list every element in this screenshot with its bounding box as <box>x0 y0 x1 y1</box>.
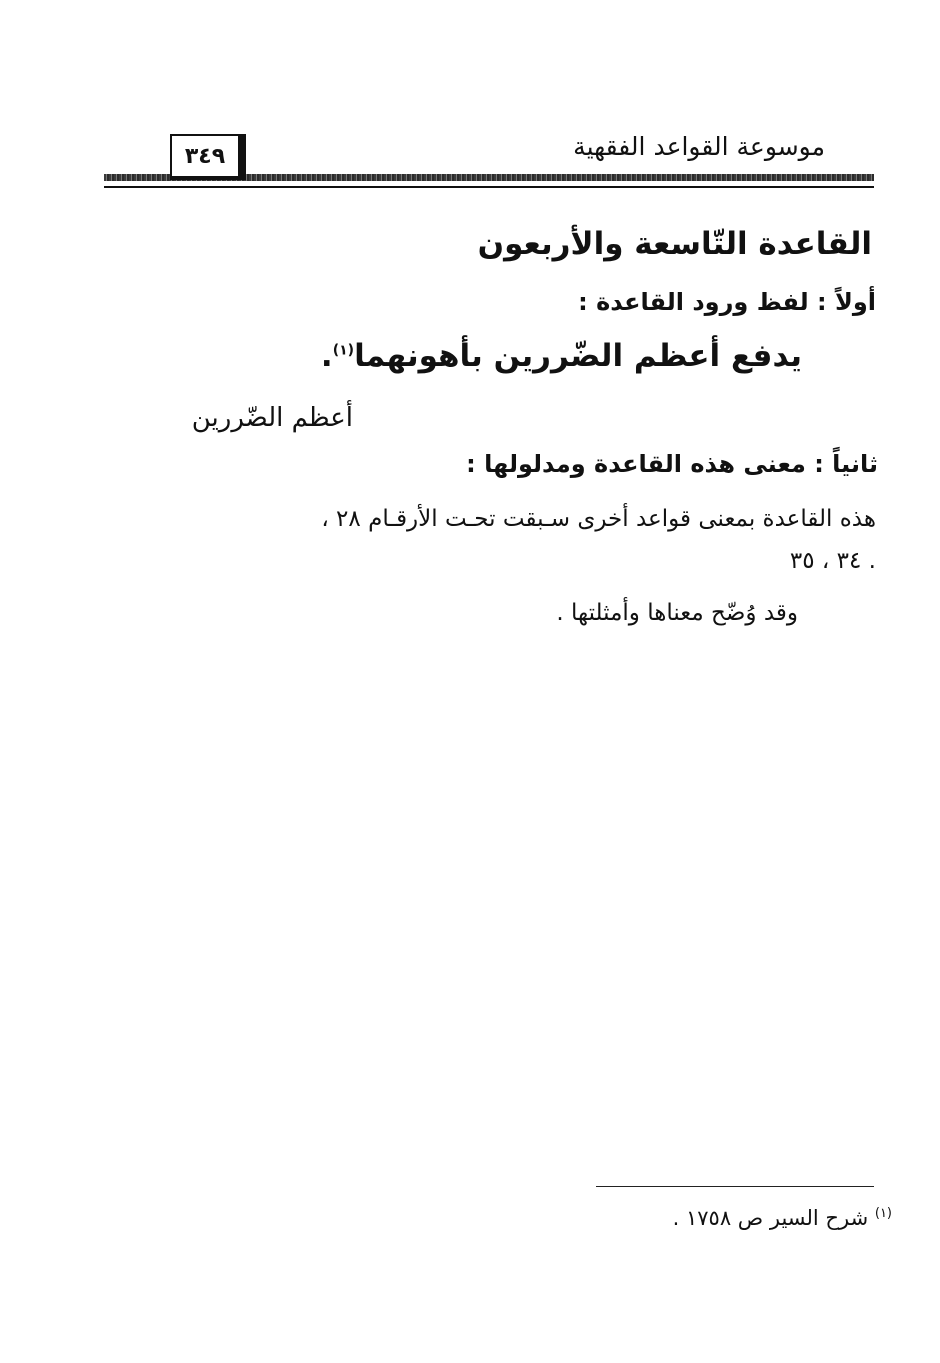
footnote-text: شرح السير ص ١٧٥٨ . <box>672 1206 869 1230</box>
section2-label: ثانياً : معنى هذه القاعدة ومدلولها : <box>466 450 878 478</box>
header-divider <box>104 186 874 188</box>
rule-heading: القاعدة التّاسعة والأربعون <box>477 226 872 262</box>
footnote-1 <box>673 1206 892 1230</box>
running-title: موسوعة القواعد الفقهية <box>573 132 825 161</box>
footnote-divider <box>596 1186 874 1187</box>
rule-end: . <box>320 338 333 374</box>
page-number-box <box>170 134 246 180</box>
footnote-ref: (١) <box>332 342 355 359</box>
section1-label: أولاً : لفظ ورود القاعدة : <box>578 288 876 316</box>
paragraph1-line2: ٣٤ ، ٣٥ . <box>789 548 876 574</box>
page-number: ٣٤٩ <box>184 143 226 169</box>
rule-text: يدفع أعظم الضّررين بأهونهما <box>354 338 802 374</box>
paragraph1-line1: هذه القاعدة بمعنى قواعد أخرى سـبقت تحـت الأرقـام ٢٨ ، <box>321 506 876 532</box>
rule-statement <box>321 338 802 374</box>
paragraph2: وقد وُضّح معناها وأمثلتها . <box>556 600 798 626</box>
footnote-mark: (١) <box>874 1206 892 1221</box>
key-term: أعظم الضّررين <box>191 403 353 433</box>
